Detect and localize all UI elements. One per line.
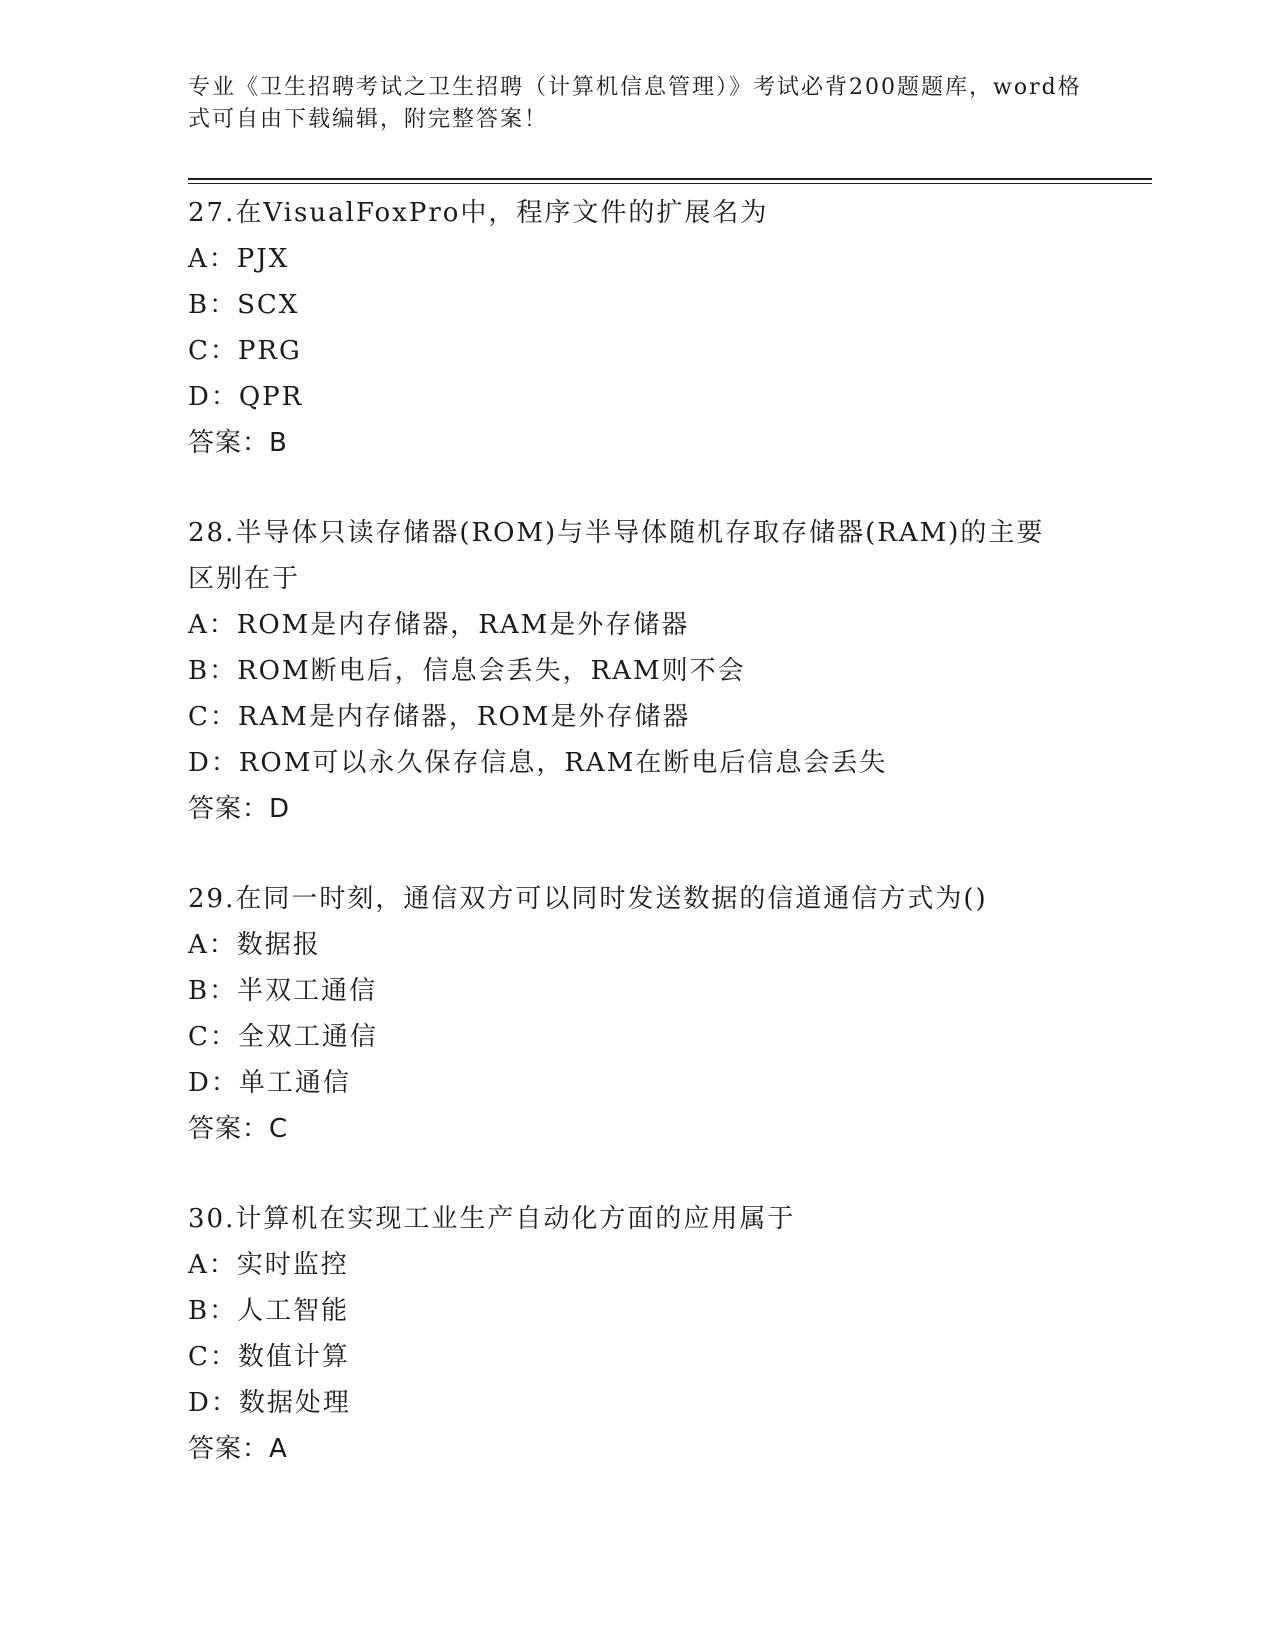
question-list — [188, 190, 1152, 1472]
option-d: D：ROM可以永久保存信息，RAM在断电后信息会丢失 — [188, 748, 888, 778]
answer-label: 答案：A — [188, 1434, 288, 1464]
option-a: A：ROM是内存储器，RAM是外存储器 — [188, 610, 690, 640]
document-page — [188, 72, 1152, 1516]
question-stem: 28.半导体只读存储器(ROM)与半导体随机存取存储器(RAM)的主要区别在于 — [188, 518, 1045, 594]
question-stem: 29.在同一时刻，通信双方可以同时发送数据的信道通信方式为() — [188, 884, 988, 914]
answer-label: 答案：C — [188, 1114, 289, 1144]
question-stem: 30.计算机在实现工业生产自动化方面的应用属于 — [188, 1204, 796, 1234]
option-c: C：PRG — [188, 336, 302, 366]
option-b: B：SCX — [188, 290, 300, 320]
question-stem: 27.在VisualFoxPro中，程序文件的扩展名为 — [188, 198, 769, 228]
option-b: B：人工智能 — [188, 1296, 350, 1326]
option-c: C：RAM是内存储器，ROM是外存储器 — [188, 702, 691, 732]
option-b: B：半双工通信 — [188, 976, 378, 1006]
header-divider — [188, 178, 1152, 184]
option-d: D：单工通信 — [188, 1068, 351, 1098]
question-28 — [188, 510, 1152, 832]
question-29 — [188, 876, 1152, 1152]
question-30 — [188, 1196, 1152, 1472]
document-header: 专业《卫生招聘考试之卫生招聘（计算机信息管理）》考试必背200题题库，word格式可自由下载编辑，附完整答案！ — [188, 75, 1082, 132]
option-d: D：QPR — [188, 382, 304, 412]
option-a: A：数据报 — [188, 930, 321, 960]
option-c: C：全双工通信 — [188, 1022, 378, 1052]
question-27 — [188, 190, 1152, 466]
option-a: A：PJX — [188, 244, 290, 274]
answer-label: 答案：B — [188, 428, 288, 458]
option-b: B：ROM断电后，信息会丢失，RAM则不会 — [188, 656, 746, 686]
option-a: A：实时监控 — [188, 1250, 349, 1280]
option-d: D：数据处理 — [188, 1388, 351, 1418]
option-c: C：数值计算 — [188, 1342, 350, 1372]
answer-label: 答案：D — [188, 794, 291, 824]
